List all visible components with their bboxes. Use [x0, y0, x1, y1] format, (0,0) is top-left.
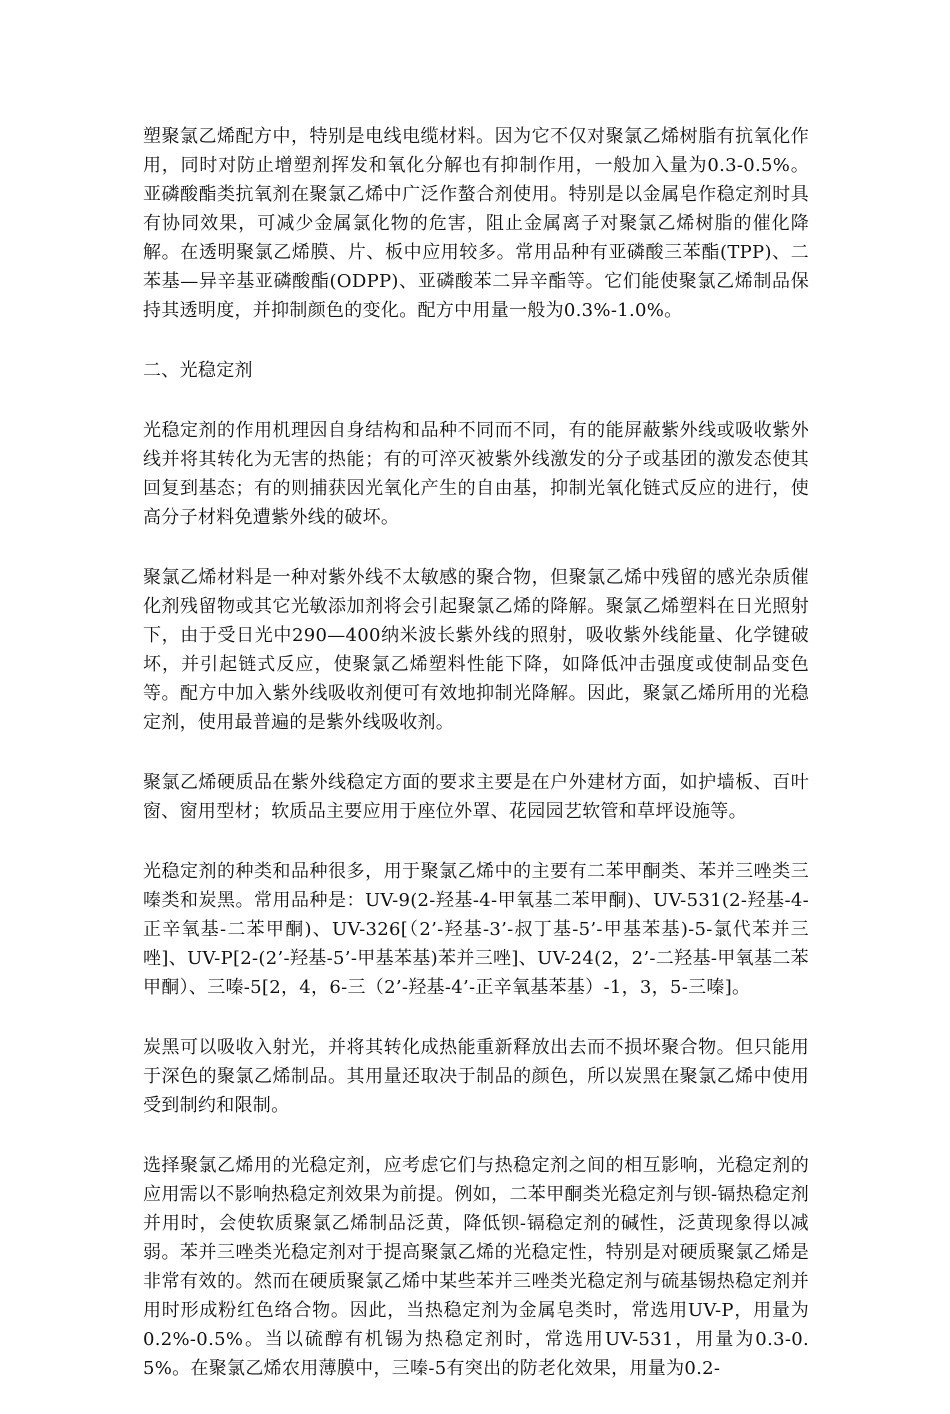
- paragraph-mechanism: 光稳定剂的作用机理因自身结构和品种不同而不同，有的能屏蔽紫外线或吸收紫外线并将其转化为无害的热能；有的可淬灭被紫外线激发的分子或基团的激发态使其回复到基态；有的则捕获因光氧化产生的自由基，抑制光氧化链式反应的进行，使高分子材料免遭紫外线的破坏。: [143, 420, 809, 528]
- paragraph-pvc-uv-sensitivity: 聚氯乙烯材料是一种对紫外线不太敏感的聚合物，但聚氯乙烯中残留的感光杂质催化剂残留物或其它光敏添加剂将会引起聚氯乙烯的降解。聚氯乙烯塑料在日光照射下，由于受日光中290—400纳米波长紫外线的照射，吸收紫外线能量、化学键破坏，并引起链式反应，使聚氯乙烯塑料性能下降，如降低冲击强度或使制品变色等。配方中加入紫外线吸收剂便可有效地抑制光降解。因此，聚氯乙烯所用的光稳定剂，使用最普遍的是紫外线吸收剂。: [143, 567, 809, 733]
- paragraph-rigid-flexible-applications: 聚氯乙烯硬质品在紫外线稳定方面的要求主要是在户外建材方面，如护墙板、百叶窗、窗用型材；软质品主要应用于座位外罩、花园园艺软管和草坪设施等。: [143, 772, 809, 822]
- paragraph-carbon-black: 炭黑可以吸收入射光，并将其转化成热能重新释放出去而不损坏聚合物。但只能用于深色的聚氯乙烯制品。其用量还取决于制品的颜色，所以炭黑在聚氯乙烯中使用受到制约和限制。: [143, 1037, 809, 1116]
- paragraph-stabilizer-types: 光稳定剂的种类和品种很多，用于聚氯乙烯中的主要有二苯甲酮类、苯并三唑类三嗪类和炭黑。常用品种是：UV-9(2-羟基-4-甲氧基二苯甲酮)、UV-531(2-羟基-4-正辛氧基-二苯甲酮)、UV-326[（2’-羟基-3’-叔丁基-5’-甲基苯基)-5-氯代苯并三唑]、UV-P[2-(2’-羟基-5’-甲基苯基)苯并三唑]、UV-24(2，2’-二羟基-甲氧基二苯甲酮）、三嗪-5[2，4，6-三（2’-羟基-4’-正辛氧基苯基）-1，3，5-三嗪]。: [143, 861, 809, 998]
- paragraph-selection: 选择聚氯乙烯用的光稳定剂，应考虑它们与热稳定剂之间的相互影响，光稳定剂的应用需以不影响热稳定剂效果为前提。例如，二苯甲酮类光稳定剂与钡-镉热稳定剂并用时，会使软质聚氯乙烯制品泛黄，降低钡-镉稳定剂的碱性，泛黄现象得以减弱。苯并三唑类光稳定剂对于提高聚氯乙烯的光稳定性，特别是对硬质聚氯乙烯是非常有效的。然而在硬质聚氯乙烯中某些苯并三唑类光稳定剂与硫基锡热稳定剂并用时形成粉红色络合物。因此，当热稳定剂为金属皂类时，常选用UV-P，用量为0.2%-0.5%。当以硫醇有机锡为热稳定剂时，常选用UV-531，用量为0.3-0.5%。在聚氯乙烯农用薄膜中，三嗪-5有突出的防老化效果，用量为0.2-: [143, 1155, 809, 1379]
- section-heading-light-stabilizer: 二、光稳定剂: [143, 360, 253, 381]
- document-page: [143, 122, 809, 1414]
- paragraph-antioxidant-continued: 塑聚氯乙烯配方中，特别是电线电缆材料。因为它不仅对聚氯乙烯树脂有抗氧化作用，同时对防止增塑剂挥发和氧化分解也有抑制作用，一般加入量为0.3-0.5%。亚磷酸酯类抗氧剂在聚氯乙烯中广泛作螯合剂使用。特别是以金属皂作稳定剂时具有协同效果，可减少金属氯化物的危害，阻止金属离子对聚氯乙烯树脂的催化降解。在透明聚氯乙烯膜、片、板中应用较多。常用品种有亚磷酸三苯酯(TPP)、二苯基—异辛基亚磷酸酯(ODPP)、亚磷酸苯二异辛酯等。它们能使聚氯乙烯制品保持其透明度，并抑制颜色的变化。配方中用量一般为0.3%-1.0%。: [143, 126, 809, 321]
